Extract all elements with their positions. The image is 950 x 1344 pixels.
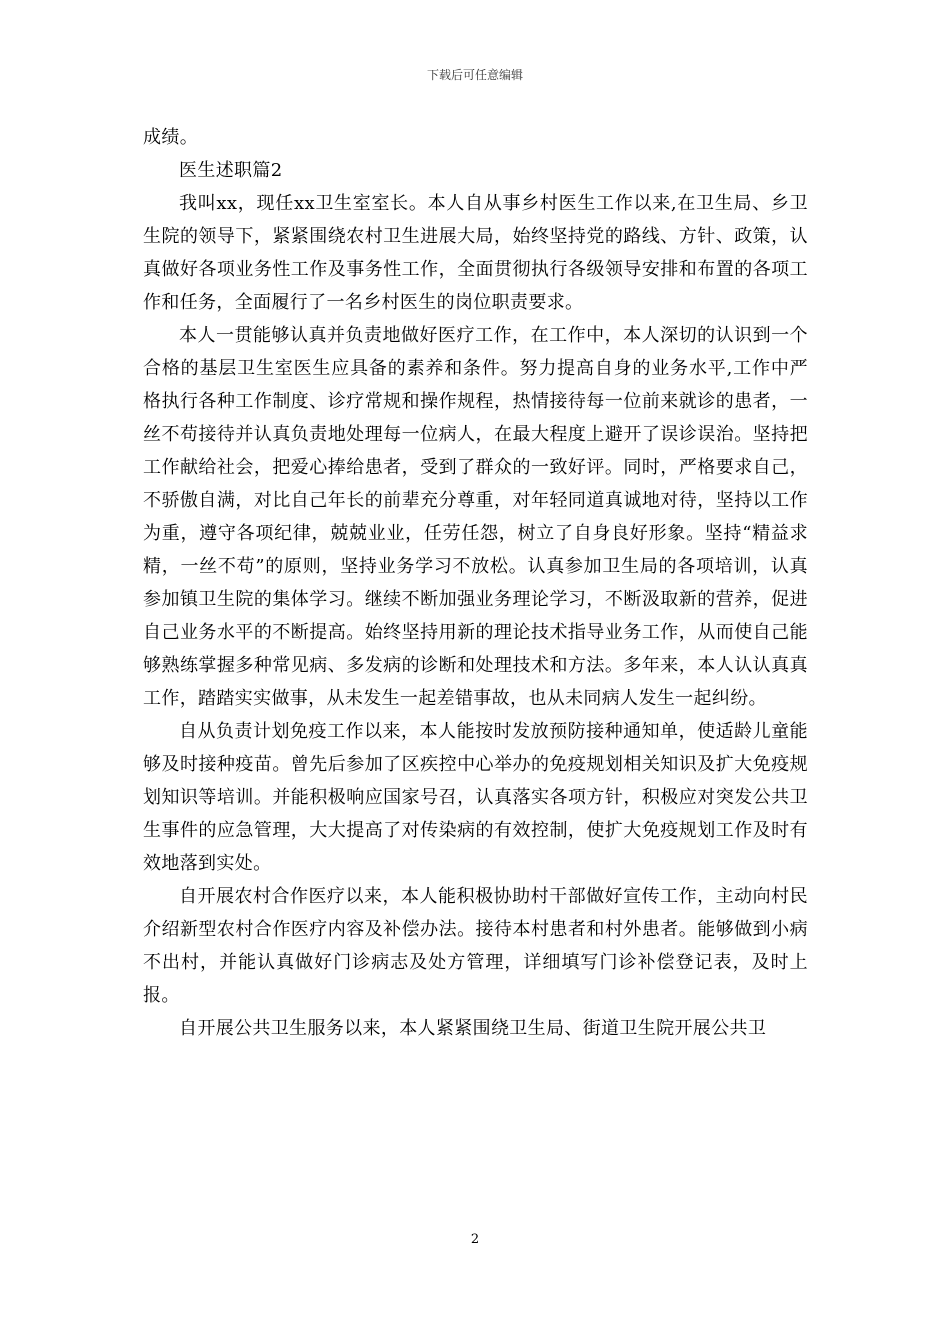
paragraph: 成绩。 <box>143 127 199 148</box>
paragraph: 本人一贯能够认真并负责地做好医疗工作，在工作中，本人深切的认识到一个合格的基层卫生室医生应具备的素养和条件。努力提高自身的业务水平,工作中严格执行各种工作制度、诊疗常规和操作规程，热情接待每一位前来就诊的患者，一丝不苟接待并认真负责地处理每一位病人，在最大程度上避开了误诊误治。坚持把工作献给社会，把爱心捧给患者，受到了群众的一致好评。同时，严格要求自己，不骄傲自满，对比自己年长的前辈充分尊重，对年轻同道真诚地对待，坚持以工作为重，遵守各项纪律，兢兢业业，任劳任怨，树立了自身良好形象。坚持“精益求精，一丝不苟”的原则，坚持业务学习不放松。认真参加卫生局的各项培训，认真参加镇卫生院的集体学习。继续不断加强业务理论学习，不断汲取新的营养，促进自己业务水平的不断提高。始终坚持用新的理论技术指导业务工作，从而使自己能够熟练掌握多种常见病、多发病的诊断和处理技术和方法。多年来，本人认认真真工作，踏踏实实做事，从未发生一起差错事故，也从未同病人发生一起纠纷。 <box>143 325 808 709</box>
paragraph: 自开展农村合作医疗以来，本人能积极协助村干部做好宣传工作，主动向村民介绍新型农村合作医疗内容及补偿办法。接待本村患者和村外患者。能够做到小病不出村，并能认真做好门诊病志及处方管理，详细填写门诊补偿登记表，及时上报。 <box>143 886 808 1006</box>
section-heading: 医生述职篇2 <box>179 160 283 181</box>
paragraph: 我叫xx，现任xx卫生室室长。本人自从事乡村医生工作以来,在卫生局、乡卫生院的领导下，紧紧围绕农村卫生进展大局，始终坚持党的路线、方针、政策，认真做好各项业务性工作及事务性工作，全面贯彻执行各级领导安排和布置的各项工作和任务，全面履行了一名乡村医生的岗位职责要求。 <box>143 193 808 313</box>
page-number: 2 <box>470 1232 480 1247</box>
page-header: 下载后可任意编辑 <box>426 68 523 82</box>
paragraph: 自开展公共卫生服务以来，本人紧紧围绕卫生局、街道卫生院开展公共卫 <box>179 1018 767 1039</box>
paragraph: 自从负责计划免疫工作以来，本人能按时发放预防接种通知单，使适龄儿童能够及时接种疫苗。曾先后参加了区疾控中心举办的免疫规划相关知识及扩大免疫规划知识等培训。并能积极响应国家号召，认真落实各项方针，积极应对突发公共卫生事件的应急管理，大大提高了对传染病的有效控制，使扩大免疫规划工作及时有效地落到实处。 <box>143 721 808 874</box>
document-body <box>143 121 808 1045</box>
